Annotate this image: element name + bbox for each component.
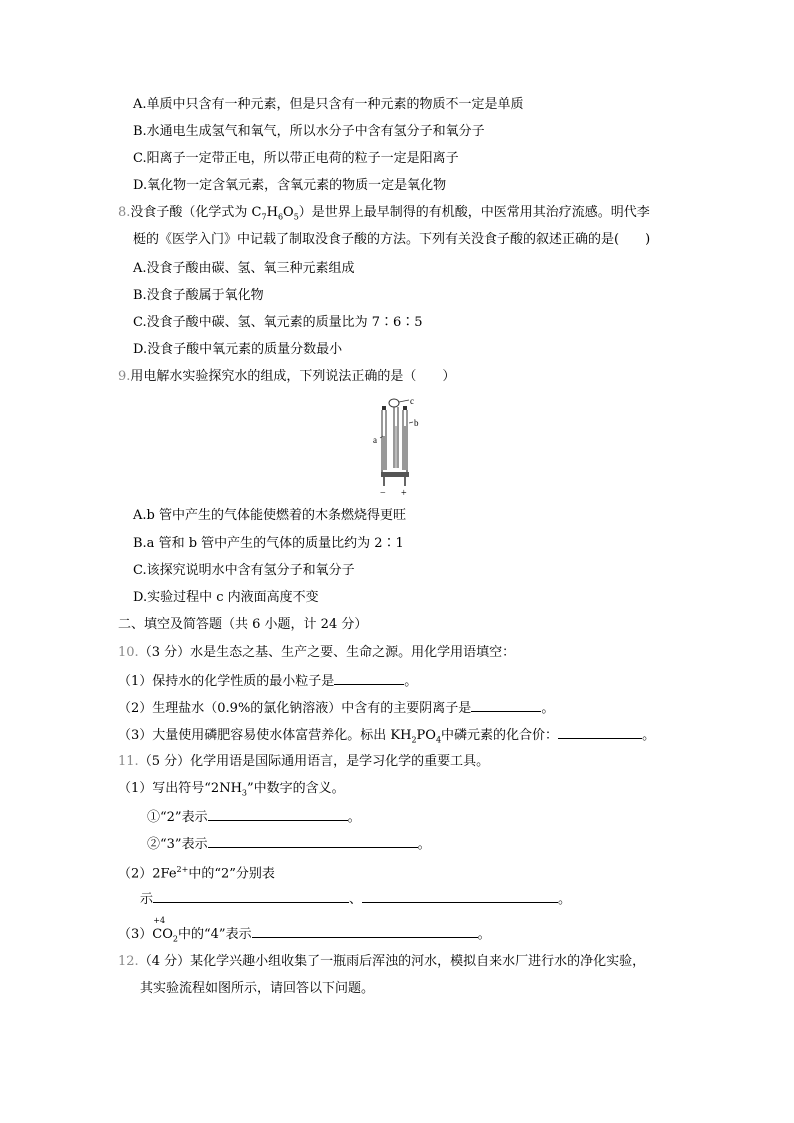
- q9-option-c: C.该探究说明水中含有氢分子和氧分子: [133, 563, 355, 578]
- q9-stem: 9.用电解水实验探究水的组成，下列说法正确的是（ ）: [118, 369, 456, 384]
- q12-stem-line1: 12.（4 分）某化学兴趣小组收集了一瓶雨后浑浊的河水，模拟自来水厂进行水的净化实验，: [118, 954, 646, 969]
- q11-answer-blank-1[interactable]: [208, 808, 348, 821]
- label-b: b: [414, 418, 419, 428]
- q12-stem-line2: 其实验流程如图所示，请回答以下问题。: [140, 981, 375, 996]
- q7-option-a: A.单质中只含有一种元素，但是只含有一种元素的物质不一定是单质: [133, 97, 524, 112]
- q8-stem-line1: 8.没食子酸（化学式为 $C_7H_6O_5$）是世界上最早制得的有机酸，中医常用其治疗流感。明代李: [118, 205, 650, 222]
- q11-answer-blank-5[interactable]: [252, 925, 478, 938]
- q12-number: 12.: [118, 954, 139, 969]
- q9-option-a: A.b 管中产生的气体能使燃着的木条燃烧得更旺: [133, 508, 406, 523]
- valence-mark: +4: [153, 916, 166, 925]
- q8-stem-line2: 梃的《医学入门》中记载了制取没食子酸的方法。下列有关没食子酸的叙述正确的是( ): [133, 232, 651, 247]
- q10-stem: 10.（3 分）水是生态之基、生产之要、生命之源。用化学用语填空：: [118, 645, 516, 660]
- q11-item2: ②“3”表示 。: [147, 837, 431, 852]
- q8-option-c: C.没食子酸中碳、氢、氧元素的质量比为 7∶6∶5: [133, 315, 423, 330]
- q11-number: 11.: [118, 754, 139, 769]
- q10-part1: （1）保持水的化学性质的最小粒子是 。: [118, 674, 418, 689]
- electrolysis-apparatus-figure: [370, 396, 430, 498]
- q11-part3: （3） +4 $CO_2$中的“4”表示 。: [118, 916, 491, 944]
- q11-answer-blank-4[interactable]: [362, 890, 558, 903]
- q9-number: 9.: [118, 369, 131, 384]
- section-heading: 二、填空及简答题（共 6 小题，计 24 分）: [118, 617, 368, 632]
- label-c: c: [410, 396, 414, 406]
- q10-answer-blank-2[interactable]: [471, 699, 541, 712]
- q8-option-a: A.没食子酸由碳、氢、氧三种元素组成: [133, 261, 355, 276]
- q11-answer-blank-2[interactable]: [208, 835, 418, 848]
- q7-option-d: D.氧化物一定含氧元素，含氧元素的物质一定是氧化物: [133, 178, 447, 193]
- q8-number: 8.: [118, 205, 131, 220]
- q11-part2: $(2)2Fe^{2+}$中的“2”分别表: [118, 865, 275, 882]
- q10-answer-blank-3[interactable]: [558, 726, 642, 739]
- q7-option-c: C.阳离子一定带正电，所以带正电荷的粒子一定是阳离子: [133, 151, 459, 166]
- q11-part2-cont: 示 、 。: [140, 892, 572, 907]
- q10-part2: （2）生理盐水（0.9%的氯化钠溶液）中含有的主要阴离子是 。: [118, 701, 555, 716]
- q11-item1: ①“2”表示 。: [147, 810, 361, 825]
- q9-option-d: D.实验过程中 c 内液面高度不变: [133, 590, 319, 605]
- q11-answer-blank-3[interactable]: [153, 890, 349, 903]
- label-a: a: [373, 435, 377, 445]
- label-plus: +: [401, 488, 407, 498]
- label-minus: −: [380, 488, 386, 498]
- q11-stem: 11.（5 分）化学用语是国际通用语言，是学习化学的重要工具。: [118, 754, 490, 769]
- q10-answer-blank-1[interactable]: [334, 672, 404, 685]
- q8-option-b: B.没食子酸属于氧化物: [133, 288, 264, 303]
- q9-option-b: B.a 管和 b 管中产生的气体的质量比约为 2∶1: [133, 536, 404, 551]
- q8-option-d: D.没食子酸中氧元素的质量分数最小: [133, 342, 343, 357]
- q7-option-b: B.水通电生成氢气和氧气，所以水分子中含有氢分子和氧分子: [133, 124, 485, 139]
- q11-part1: （1）写出符号“$2NH_3$”中数字的含义。: [118, 781, 345, 798]
- q10-number: 10.: [118, 645, 139, 660]
- q10-part3: （3）大量使用磷肥容易使水体富营养化。标出 $KH_2PO_4$中磷元素的化合价： 。: [118, 728, 656, 745]
